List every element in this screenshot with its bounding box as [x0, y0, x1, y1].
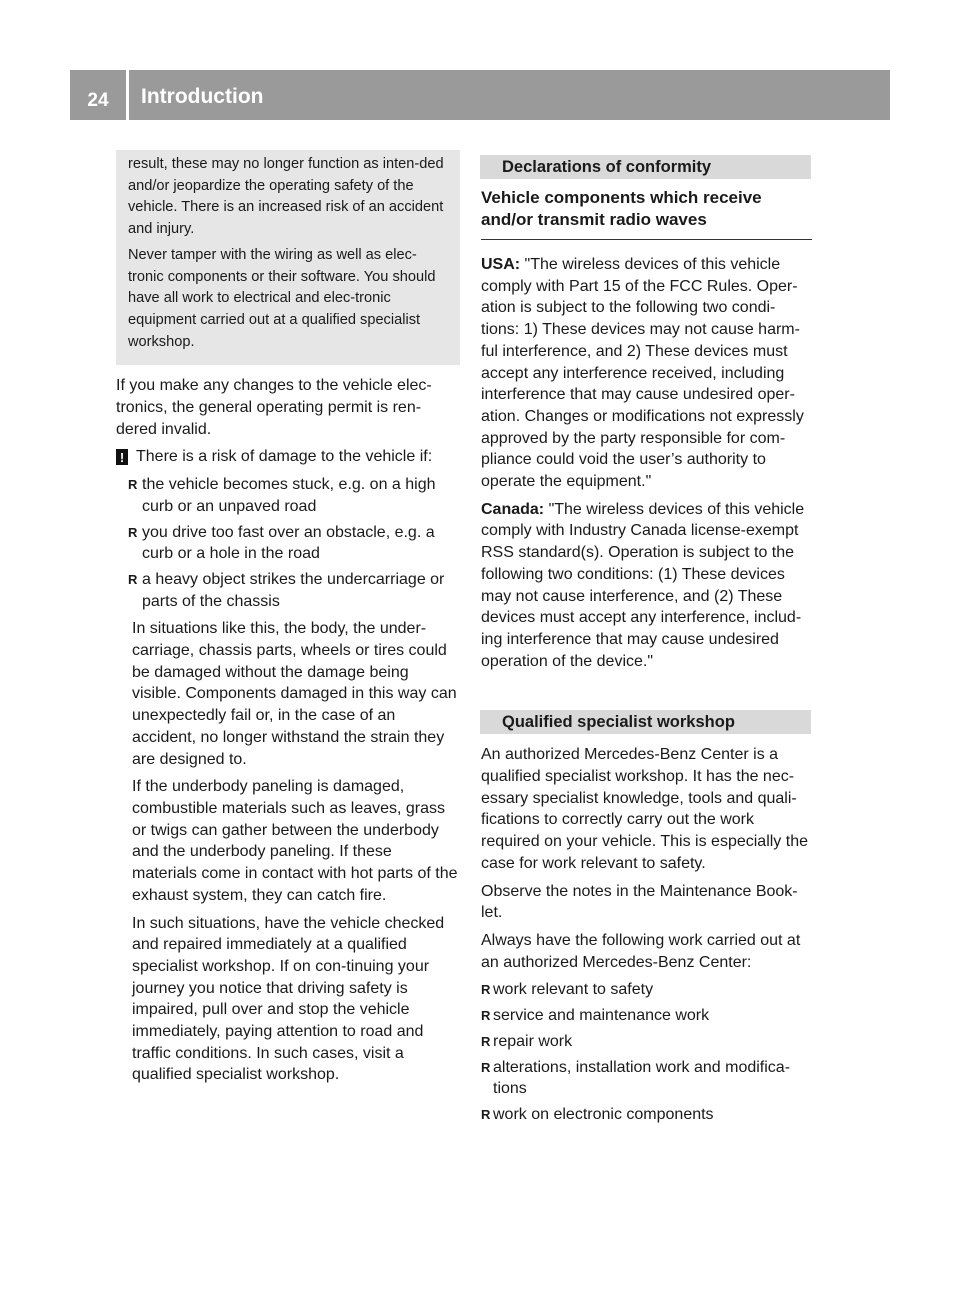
bullet-icon: R [481, 1059, 491, 1075]
notice-paragraph: In such situations, have the vehicle checked and repaired immediately at a qualified specialist workshop. If on con-tinuing your journey you notice that driving safety is impaired, pull over and stop the vehicle immediately, paying attention to road and traffic conditions. In such cases, visit a qualified specialist workshop. [132, 914, 445, 1084]
bullet-icon: R [481, 1106, 491, 1122]
bullet-icon: R [128, 524, 138, 540]
bullet-icon: R [128, 477, 138, 493]
usa-declaration: USA: "The wireless devices of this vehicle comply with Part 15 of the FCC Rules. Oper-ation is subject to the following two condi-tions: 1) These devices may not cause harm-ful interference, and 2) These devices must accept any interference received, including interference that may cause undesired oper-ation. Changes or modifications not expressly approved by the party responsible for com-pliance could void the user’s authority to operate the equipment." [481, 256, 804, 491]
list-item: R service and maintenance work [481, 1005, 812, 1027]
body-paragraph: Observe the notes in the Maintenance Book-let. [481, 882, 798, 922]
canada-declaration: Canada: "The wireless devices of this vehicle comply with Industry Canada license-exempt RSS standard(s). Operation is subject to the following two conditions: (1) These devices may not cause interference, and (2) These devices must accept any interference, includ-ing interference that may cause undesired operation of the device." [481, 500, 805, 670]
body-paragraph: If you make any changes to the vehicle elec-tronics, the general operating permit is ren-dered invalid. [116, 377, 432, 438]
body-paragraph: An authorized Mercedes-Benz Center is a qualified specialist workshop. It has the nec-essary specialist knowledge, tools and quali-fications to correctly carry out the work required on your vehicle. This is especially the case for work relevant to safety. [481, 746, 808, 872]
list-item: R the vehicle becomes stuck, e.g. on a high curb or an unpaved road [128, 476, 436, 515]
warning-paragraph: result, these may no longer function as inten-ded and/or jeopardize the operating safety of the vehicle. There is an increased risk of an accident and injury. [128, 156, 444, 238]
list-item: R alterations, installation work and modifica-tions [481, 1058, 791, 1098]
warning-paragraph: Never tamper with the wiring as well as elec-tronic components or their software. You should have all work to electrical and elec-tronic equipment carried out at a qualified specialist workshop. [128, 246, 436, 350]
list-item: R repair work [481, 1031, 812, 1053]
section-heading: Qualified specialist workshop [480, 710, 811, 734]
section-heading: Declarations of conformity [480, 155, 811, 179]
subsection-heading: Vehicle components which receive and/or transmit radio waves [481, 179, 812, 240]
list-item: R a heavy object strikes the undercarriage or parts of the chassis [128, 570, 445, 610]
warning-box [116, 150, 460, 365]
bullet-icon: R [128, 571, 138, 587]
list-item: R work on electronic components [481, 1104, 812, 1126]
notice-block [116, 446, 460, 474]
notice-bullet-list [116, 474, 460, 612]
bullet-icon: R [481, 1033, 491, 1049]
bullet-icon: R [481, 1008, 491, 1024]
page-header [70, 70, 890, 120]
notice-paragraph: In situations like this, the body, the under-carriage, chassis parts, wheels or tires could be damaged without the damage being visible. Components damaged in this way can unexpectedly fail or, in the case of an accident, no longer withstand the strain they are designed to. [132, 620, 457, 768]
left-column [116, 150, 460, 1092]
chapter-title: Introduction [141, 85, 264, 108]
list-item: R you drive too fast over an obstacle, e.g. a curb or a hole in the road [128, 523, 435, 563]
right-column [481, 155, 812, 1132]
body-paragraph: Always have the following work carried out at an authorized Mercedes-Benz Center: [481, 931, 801, 971]
bullet-icon: R [481, 982, 491, 998]
page-number: 24 [87, 90, 109, 111]
list-item: R work relevant to safety [481, 979, 812, 1001]
notice-paragraph: If the underbody paneling is damaged, combustible materials such as leaves, grass or twigs can gather between the underbody and the underbody paneling. If these materials come in contact with hot parts of the exhaust system, they can catch fire. [132, 778, 458, 904]
exclamation-icon: ! [116, 449, 128, 465]
workshop-bullet-list [481, 979, 812, 1125]
notice-text: There is a risk of damage to the vehicle if: [136, 448, 433, 466]
